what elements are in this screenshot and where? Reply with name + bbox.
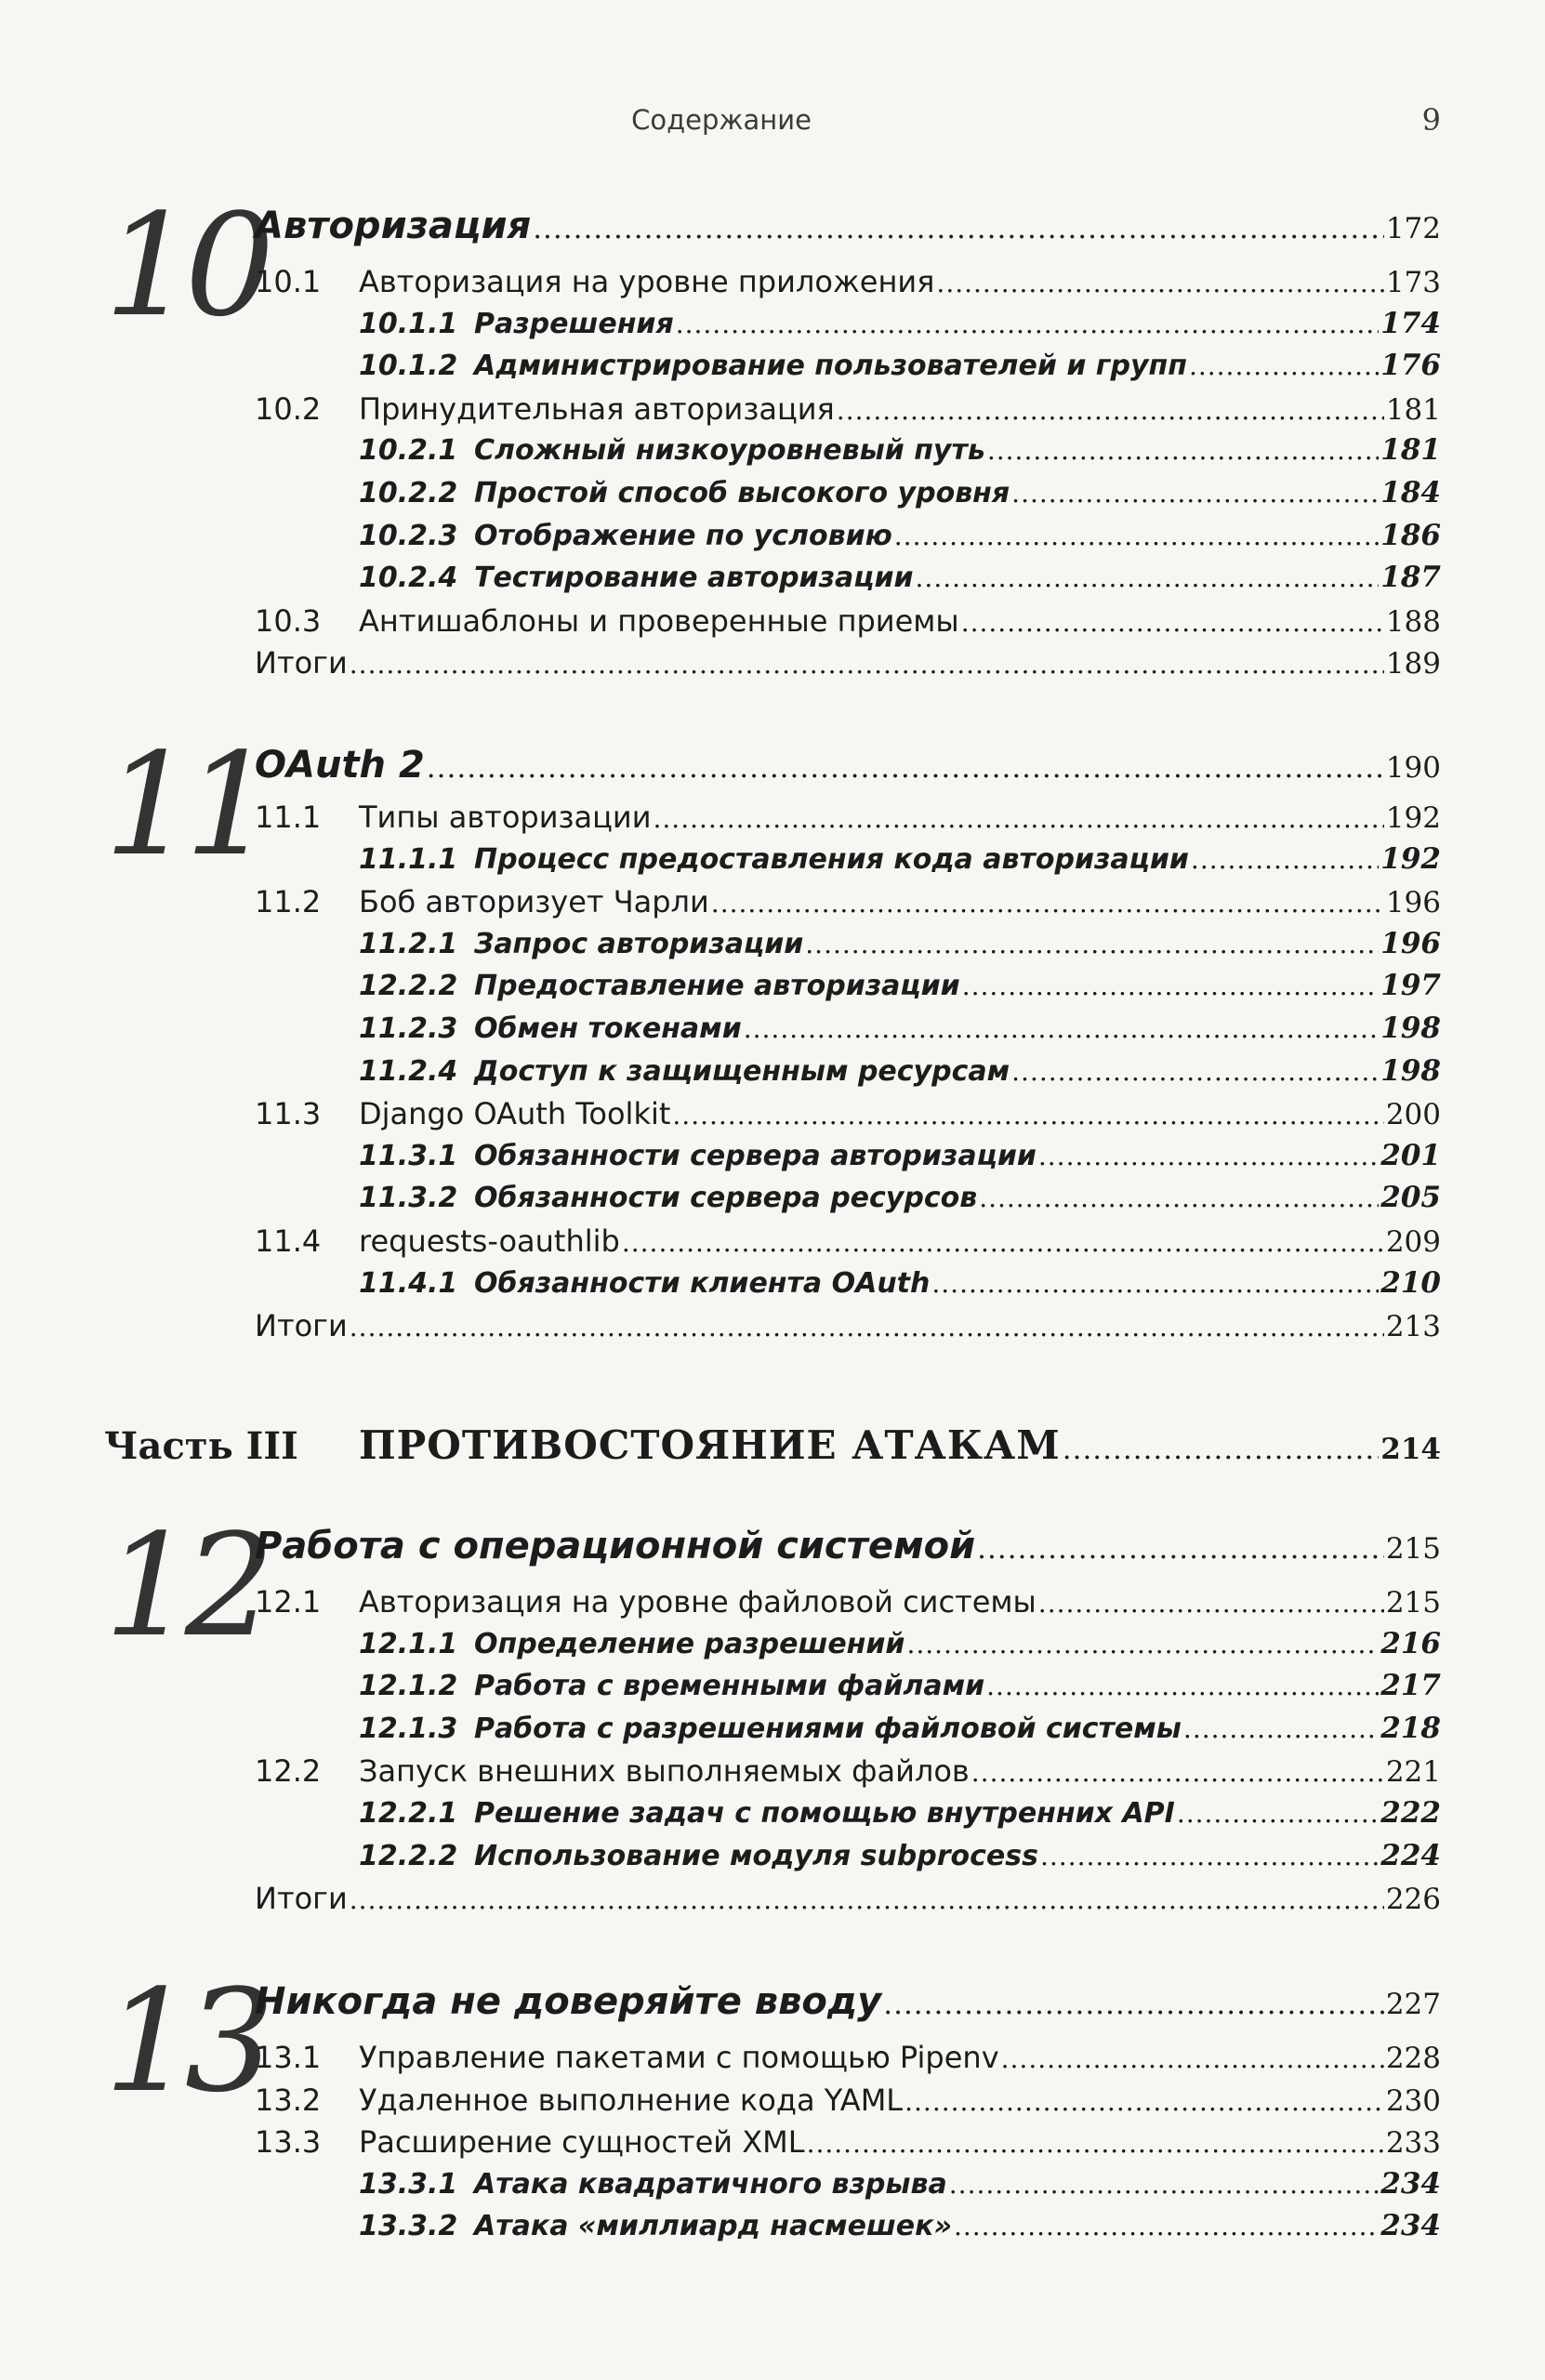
- leader-dots: [1189, 350, 1379, 381]
- entry-page: 198: [1380, 1054, 1441, 1088]
- entry-number: 12.1.2: [359, 1670, 458, 1702]
- toc-sec-entry: [255, 1096, 1441, 1137]
- toc-sub-entry: [359, 2167, 1441, 2208]
- entry-number: 10.1.2: [359, 350, 458, 382]
- entry-title: [255, 1096, 670, 1131]
- leader-dots: [977, 1532, 1384, 1566]
- entry-title-text: Тестирование авторизации: [474, 562, 914, 594]
- leader-dots: [711, 888, 1384, 919]
- toc-sec-entry: [255, 2040, 1441, 2081]
- entry-number: 11.2: [255, 884, 322, 919]
- entry-page: 209: [1385, 1225, 1441, 1259]
- entry-number: 12.2.2: [359, 1840, 458, 1872]
- leader-dots: [350, 1312, 1384, 1342]
- entry-title-text: Запуск внешних выполняемых файлов: [359, 1753, 970, 1789]
- entry-title-text: Отображение по условию: [474, 520, 892, 552]
- toc-sub-entry: [359, 1012, 1441, 1052]
- toc-sum-entry: [255, 1308, 1441, 1349]
- toc-sec-entry: [255, 264, 1441, 305]
- entry-title: [255, 645, 348, 681]
- entry-title-text: Принудительная авторизация: [359, 391, 835, 427]
- entry-title-text: Авторизация на уровне приложения: [359, 264, 935, 299]
- leader-dots: [961, 607, 1384, 638]
- entry-page: 201: [1380, 1139, 1441, 1172]
- leader-dots: [805, 929, 1379, 959]
- entry-title-text: Доступ к защищенным ресурсам: [474, 1055, 1010, 1088]
- entry-page: 189: [1385, 647, 1441, 681]
- toc-sec-entry: [255, 1223, 1441, 1264]
- entry-title: [359, 477, 1010, 509]
- entry-title: [359, 970, 960, 1002]
- leader-dots: [979, 1183, 1379, 1213]
- entry-page: 197: [1380, 969, 1441, 1002]
- entry-number: 11.1: [255, 800, 322, 835]
- chapter-page: 227: [1385, 1988, 1441, 2021]
- entry-title-text: Использование модуля subprocess: [474, 1840, 1038, 1872]
- leader-dots: [350, 1884, 1384, 1915]
- toc-sub-entry: [359, 927, 1441, 968]
- toc-sub-entry: [359, 519, 1441, 560]
- toc-sec-entry: [255, 884, 1441, 925]
- entry-title: [255, 1223, 620, 1259]
- toc-sec-entry: [255, 1753, 1441, 1794]
- leader-dots: [954, 2211, 1379, 2241]
- leader-dots: [906, 1629, 1379, 1659]
- entry-page: 174: [1380, 307, 1441, 340]
- leader-dots: [971, 1757, 1384, 1788]
- entry-page: 230: [1385, 2084, 1441, 2118]
- leader-dots: [1011, 1056, 1379, 1087]
- toc-sec-entry: [255, 2082, 1441, 2123]
- entry-title: [359, 1840, 1038, 1872]
- leader-dots: [672, 1100, 1383, 1130]
- entry-title: [255, 603, 959, 639]
- entry-page: 188: [1385, 605, 1441, 639]
- entry-number: 11.2.4: [359, 1055, 458, 1088]
- entry-title: [359, 1797, 1175, 1830]
- chapter-title: Авторизация: [255, 205, 532, 247]
- toc-sec-entry: [255, 1584, 1441, 1625]
- entry-number: 10.2.3: [359, 520, 458, 552]
- entry-number: 10.2.1: [359, 434, 458, 467]
- chapter-number: 12: [104, 1503, 266, 1668]
- leader-dots: [533, 212, 1384, 245]
- entry-number: 10.2.4: [359, 562, 458, 594]
- entry-page: 198: [1380, 1012, 1441, 1045]
- entry-number: 12.2: [255, 1753, 322, 1789]
- entry-title: [359, 2168, 947, 2201]
- entry-page: 218: [1380, 1712, 1441, 1745]
- toc-sub-entry: [359, 2209, 1441, 2250]
- entry-page: 222: [1380, 1796, 1441, 1830]
- leader-dots: [962, 971, 1380, 1001]
- toc-sum-entry: [255, 1881, 1441, 1922]
- entry-number: 11.4.1: [359, 1267, 458, 1300]
- toc-sub-entry: [359, 307, 1441, 348]
- entry-title: [255, 264, 934, 299]
- chapter-number: 11: [104, 722, 266, 887]
- entry-title-text: Предоставление авторизации: [474, 970, 960, 1002]
- chapter-number: 13: [104, 1959, 266, 2123]
- entry-number: 12.2.1: [359, 1797, 458, 1830]
- leader-dots: [1183, 1713, 1379, 1744]
- chapter-page: 215: [1385, 1532, 1441, 1566]
- entry-title-text: requests-oauthlib: [359, 1223, 620, 1259]
- entry-title: [359, 350, 1187, 382]
- toc-sec-entry: [255, 800, 1441, 840]
- entry-title-text: Обязанности сервера авторизации: [474, 1140, 1037, 1172]
- chapter-title-entry: [255, 744, 1441, 792]
- entry-title-text: Управление пакетами с помощью Pipenv: [359, 2040, 999, 2075]
- toc-sub-entry: [359, 1266, 1441, 1307]
- chapter-title-entry: [255, 205, 1441, 253]
- entry-title: [359, 520, 892, 552]
- entry-title-text: Простой способ высокого уровня: [474, 477, 1010, 509]
- entry-page: 205: [1380, 1181, 1441, 1214]
- entry-title-text: Обмен токенами: [474, 1012, 742, 1045]
- page-number: 9: [1421, 102, 1441, 138]
- toc-sub-entry: [359, 1139, 1441, 1180]
- chapter-title-entry: [255, 1525, 1441, 1573]
- entry-title: [255, 884, 709, 919]
- entry-number: 10.1.1: [359, 308, 458, 340]
- chapter-page: 172: [1385, 212, 1441, 245]
- toc-sub-entry: [359, 476, 1441, 517]
- entry-title-text: Работа с временными файлами: [474, 1670, 985, 1702]
- entry-number: 13.2: [255, 2082, 322, 2118]
- entry-title-text: Итоги: [255, 1308, 348, 1343]
- entry-title-text: Обязанности клиента OAuth: [474, 1267, 931, 1300]
- entry-title: [359, 1012, 742, 1045]
- entry-page: 224: [1380, 1839, 1441, 1872]
- entry-number: 11.4: [255, 1223, 322, 1259]
- chapter-number: 10: [104, 183, 266, 348]
- entry-page: 184: [1380, 476, 1441, 509]
- leader-dots: [949, 2169, 1380, 2200]
- entry-page: 176: [1380, 349, 1441, 382]
- entry-title-text: Процесс предоставления кода авторизации: [474, 843, 1189, 876]
- toc-sub-entry: [359, 433, 1441, 474]
- toc-sub-entry: [359, 1669, 1441, 1710]
- entry-title-text: Расширение сущностей XML: [359, 2124, 805, 2160]
- entry-page: 192: [1385, 801, 1441, 835]
- leader-dots: [1038, 1588, 1384, 1619]
- chapter-page: 190: [1385, 751, 1441, 785]
- toc-sum-entry: [255, 645, 1441, 686]
- toc-sub-entry: [359, 349, 1441, 390]
- entry-page: 210: [1380, 1266, 1441, 1300]
- entry-page: 186: [1380, 519, 1441, 552]
- entry-page: 173: [1385, 266, 1441, 299]
- entry-title: [359, 928, 803, 960]
- toc-sec-entry: [255, 2124, 1441, 2165]
- entry-title: [359, 434, 985, 467]
- entry-page: 217: [1380, 1669, 1441, 1702]
- toc-sub-entry: [359, 1796, 1441, 1837]
- chapter-title-entry: [255, 1980, 1441, 2029]
- entry-title-text: Сложный низкоуровневый путь: [474, 434, 985, 467]
- entry-title-text: Атака «миллиард насмешек»: [474, 2210, 952, 2242]
- entry-title: [255, 1753, 970, 1789]
- chapter-title: Никогда не доверяйте вводу: [255, 1980, 882, 2023]
- chapter-title: Работа с операционной системой: [255, 1525, 976, 1567]
- entry-title: [359, 843, 1189, 876]
- leader-dots: [986, 1671, 1379, 1701]
- entry-title-text: Разрешения: [474, 308, 674, 340]
- chapter-title: OAuth 2: [255, 744, 425, 787]
- entry-title: [255, 1584, 1037, 1620]
- leader-dots: [883, 1988, 1384, 2021]
- entry-title-text: Атака квадратичного взрыва: [474, 2168, 947, 2201]
- toc-sub-entry: [359, 1627, 1441, 1668]
- entry-title-text: Боб авторизует Чарли: [359, 884, 709, 919]
- leader-dots: [905, 2086, 1384, 2117]
- entry-page: 200: [1385, 1098, 1441, 1131]
- entry-number: 10.2: [255, 391, 322, 427]
- leader-dots: [807, 2128, 1384, 2159]
- entry-number: 12.2.2: [359, 970, 458, 1002]
- entry-title: [255, 2082, 903, 2118]
- leader-dots: [1177, 1798, 1379, 1829]
- entry-title-text: Типы авторизации: [359, 800, 652, 835]
- leader-dots: [1191, 844, 1379, 875]
- entry-page: 221: [1385, 1755, 1441, 1789]
- entry-page: 216: [1380, 1627, 1441, 1660]
- entry-number: 12.1.1: [359, 1628, 458, 1660]
- entry-title: [255, 1881, 348, 1916]
- entry-page: 234: [1380, 2167, 1441, 2201]
- entry-title-text: Django OAuth Toolkit: [359, 1096, 671, 1131]
- entry-page: 213: [1385, 1310, 1441, 1343]
- entry-title-text: Администрирование пользователей и групп: [474, 350, 1187, 382]
- running-title: Содержание: [631, 104, 812, 136]
- leader-dots: [1011, 478, 1379, 509]
- entry-title: [359, 2210, 952, 2242]
- entry-number: 13.3: [255, 2124, 322, 2160]
- entry-number: 11.2.1: [359, 928, 458, 960]
- entry-page: 215: [1385, 1586, 1441, 1620]
- entry-number: 12.1: [255, 1584, 322, 1620]
- leader-dots: [916, 562, 1380, 593]
- leader-dots: [622, 1227, 1384, 1258]
- toc-sub-entry: [359, 1054, 1441, 1095]
- leader-dots: [676, 309, 1380, 339]
- part-title: ПРОТИВОСТОЯНИЕ АТАКАМ: [359, 1422, 1061, 1468]
- entry-title: [359, 1182, 977, 1214]
- leader-dots: [987, 435, 1379, 466]
- leader-dots: [427, 751, 1384, 785]
- entry-title: [255, 391, 835, 427]
- entry-number: 11.3: [255, 1096, 322, 1131]
- entry-title: [255, 800, 652, 835]
- entry-number: 13.3.2: [359, 2210, 458, 2242]
- entry-number: 10.2.2: [359, 477, 458, 509]
- entry-number: 13.3.1: [359, 2168, 458, 2201]
- entry-number: 11.2.3: [359, 1012, 458, 1045]
- entry-page: 192: [1380, 842, 1441, 876]
- entry-title-text: Определение разрешений: [474, 1628, 905, 1660]
- leader-dots: [744, 1013, 1380, 1044]
- toc-sec-entry: [255, 391, 1441, 432]
- entry-number: 11.3.1: [359, 1140, 458, 1172]
- entry-page: 233: [1385, 2126, 1441, 2160]
- part-heading-entry: [104, 1422, 1441, 1474]
- entry-title: [359, 562, 914, 594]
- entry-page: 187: [1380, 561, 1441, 594]
- toc-sub-entry: [359, 1712, 1441, 1752]
- entry-number: 13.1: [255, 2040, 322, 2075]
- part-label: Часть III: [104, 1424, 298, 1468]
- leader-dots: [931, 1268, 1379, 1299]
- entry-title-text: Запрос авторизации: [474, 928, 804, 960]
- entry-title: [359, 1628, 905, 1660]
- entry-page: 181: [1385, 393, 1441, 427]
- entry-page: 228: [1385, 2042, 1441, 2075]
- toc-sub-entry: [359, 561, 1441, 602]
- leader-dots: [350, 649, 1384, 680]
- entry-title-text: Обязанности сервера ресурсов: [474, 1182, 978, 1214]
- entry-title-text: Авторизация на уровне файловой системы: [359, 1584, 1037, 1620]
- leader-dots: [1038, 1141, 1379, 1171]
- toc-sub-entry: [359, 1839, 1441, 1880]
- entry-title: [255, 1308, 348, 1343]
- entry-title: [359, 1670, 984, 1702]
- toc-sub-entry: [359, 842, 1441, 883]
- entry-title: [359, 1712, 1182, 1745]
- leader-dots: [936, 268, 1383, 298]
- entry-number: 11.3.2: [359, 1182, 458, 1214]
- entry-title-text: Решение задач с помощью внутренних API: [474, 1797, 1175, 1830]
- entry-number: 12.1.3: [359, 1712, 458, 1745]
- entry-title-text: Удаленное выполнение кода YAML: [359, 2082, 904, 2118]
- entry-page: 196: [1385, 886, 1441, 919]
- leader-dots: [1063, 1433, 1380, 1466]
- entry-page: 226: [1385, 1883, 1441, 1916]
- entry-number: 10.1: [255, 264, 322, 299]
- entry-title: [359, 308, 674, 340]
- entry-title-text: Итоги: [255, 1881, 348, 1916]
- entry-title-text: Итоги: [255, 645, 348, 681]
- entry-number: 11.1.1: [359, 843, 458, 876]
- part-heading: [104, 1422, 1061, 1468]
- entry-title: [359, 1055, 1010, 1088]
- entry-title: [359, 1140, 1037, 1172]
- leader-dots: [1001, 2043, 1384, 2074]
- part-page: 214: [1380, 1433, 1441, 1466]
- entry-number: 10.3: [255, 603, 322, 639]
- entry-title: [255, 2124, 805, 2160]
- entry-title: [255, 2040, 999, 2075]
- entry-page: 234: [1380, 2209, 1441, 2242]
- toc-sec-entry: [255, 603, 1441, 644]
- entry-title-text: Антишаблоны и проверенные приемы: [359, 603, 959, 639]
- entry-page: 181: [1380, 433, 1441, 467]
- toc-sub-entry: [359, 969, 1441, 1010]
- toc-sub-entry: [359, 1181, 1441, 1222]
- leader-dots: [894, 521, 1380, 551]
- leader-dots: [654, 803, 1384, 834]
- entry-page: 196: [1380, 927, 1441, 960]
- leader-dots: [1040, 1841, 1379, 1871]
- leader-dots: [837, 395, 1384, 426]
- entry-title-text: Работа с разрешениями файловой системы: [474, 1712, 1182, 1745]
- entry-title: [359, 1267, 930, 1300]
